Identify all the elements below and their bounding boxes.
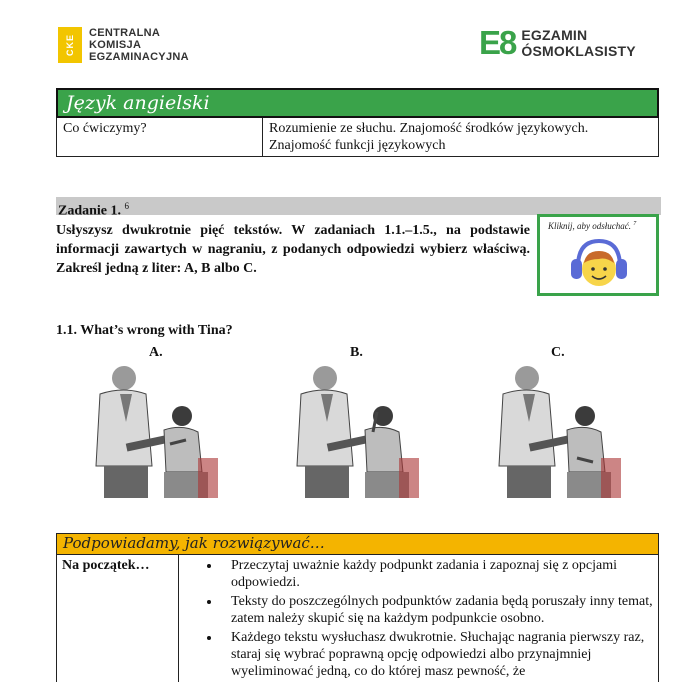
task-title-bar bbox=[56, 197, 661, 219]
task-footnote: 6 bbox=[124, 201, 130, 211]
cke-line-2: KOMISJA bbox=[89, 39, 142, 51]
option-c-illustration[interactable] bbox=[489, 362, 627, 502]
hint-table bbox=[56, 533, 659, 682]
subject-table bbox=[56, 88, 659, 157]
cke-logo bbox=[58, 27, 189, 63]
hint-left-label: Na początek… bbox=[57, 555, 179, 682]
subject-row-value-line2: Znajomość funkcji językowych bbox=[269, 138, 446, 153]
cke-line-3: EGZAMINACYJNA bbox=[89, 51, 189, 63]
e8-line-1: EGZAMIN bbox=[521, 27, 588, 43]
option-b-illustration[interactable] bbox=[287, 362, 425, 502]
e8-line-2: ÓSMOKLASISTY bbox=[521, 43, 636, 59]
audio-play-button[interactable] bbox=[537, 214, 659, 296]
option-a-label: A. bbox=[149, 345, 163, 360]
option-b-label: B. bbox=[350, 345, 363, 360]
audio-label-text: Kliknij, aby odsłuchać. bbox=[548, 221, 631, 231]
subject-row bbox=[56, 118, 659, 157]
task-instruction: Usłyszysz dwukrotnie pięć tekstów. W zadaniach 1.1.–1.5., na podstawie informacji zawartych w nagraniu, z podanych odpowiedzi wybierz właściwą. Zakreśl jedną z liter: A, B albo C. bbox=[56, 223, 530, 276]
question-1-1: 1.1. What’s wrong with Tina? bbox=[56, 323, 233, 338]
hint-list bbox=[179, 555, 658, 682]
subject-row-label: Co ćwiczymy? bbox=[57, 118, 263, 156]
hint-title: Podpowiadamy, jak rozwiązywać… bbox=[56, 533, 659, 555]
subject-row-value-line1: Rozumienie ze słuchu. Znajomość środków językowych. bbox=[269, 121, 589, 136]
cke-badge: CKE bbox=[58, 27, 82, 63]
hint-item: • Teksty do poszczególnych podpunktów zadania będą poruszały inny temat, zatem należy skupić się na każdym podpunkcie osobno. bbox=[221, 593, 658, 627]
hint-item: • Każdego tekstu wysłuchasz dwukrotnie. Słuchając nagrania pierwszy raz, staraj się wybrać poprawną opcję odpowiedzi albo przynajmniej wyeliminować jedną, co do której masz pewność, że bbox=[221, 629, 658, 680]
hint-item: • Przeczytaj uważnie każdy podpunkt zadania i zapoznaj się z opcjami odpowiedzi. bbox=[221, 557, 658, 591]
subject-title: Język angielski bbox=[56, 88, 659, 118]
hint-body bbox=[56, 555, 659, 682]
subject-row-value bbox=[263, 118, 658, 156]
cke-name bbox=[89, 27, 189, 63]
option-c-label: C. bbox=[551, 345, 565, 360]
e8-name bbox=[521, 27, 635, 59]
e8-mark: E8 bbox=[479, 24, 516, 61]
audio-label bbox=[548, 221, 636, 231]
headphones-icon bbox=[568, 233, 630, 291]
e8-logo bbox=[479, 26, 636, 60]
cke-line-1: CENTRALNA bbox=[89, 27, 161, 39]
option-a-illustration[interactable] bbox=[86, 362, 224, 502]
task-title: Zadanie 1. bbox=[58, 203, 122, 219]
audio-footnote: 7 bbox=[633, 221, 637, 227]
